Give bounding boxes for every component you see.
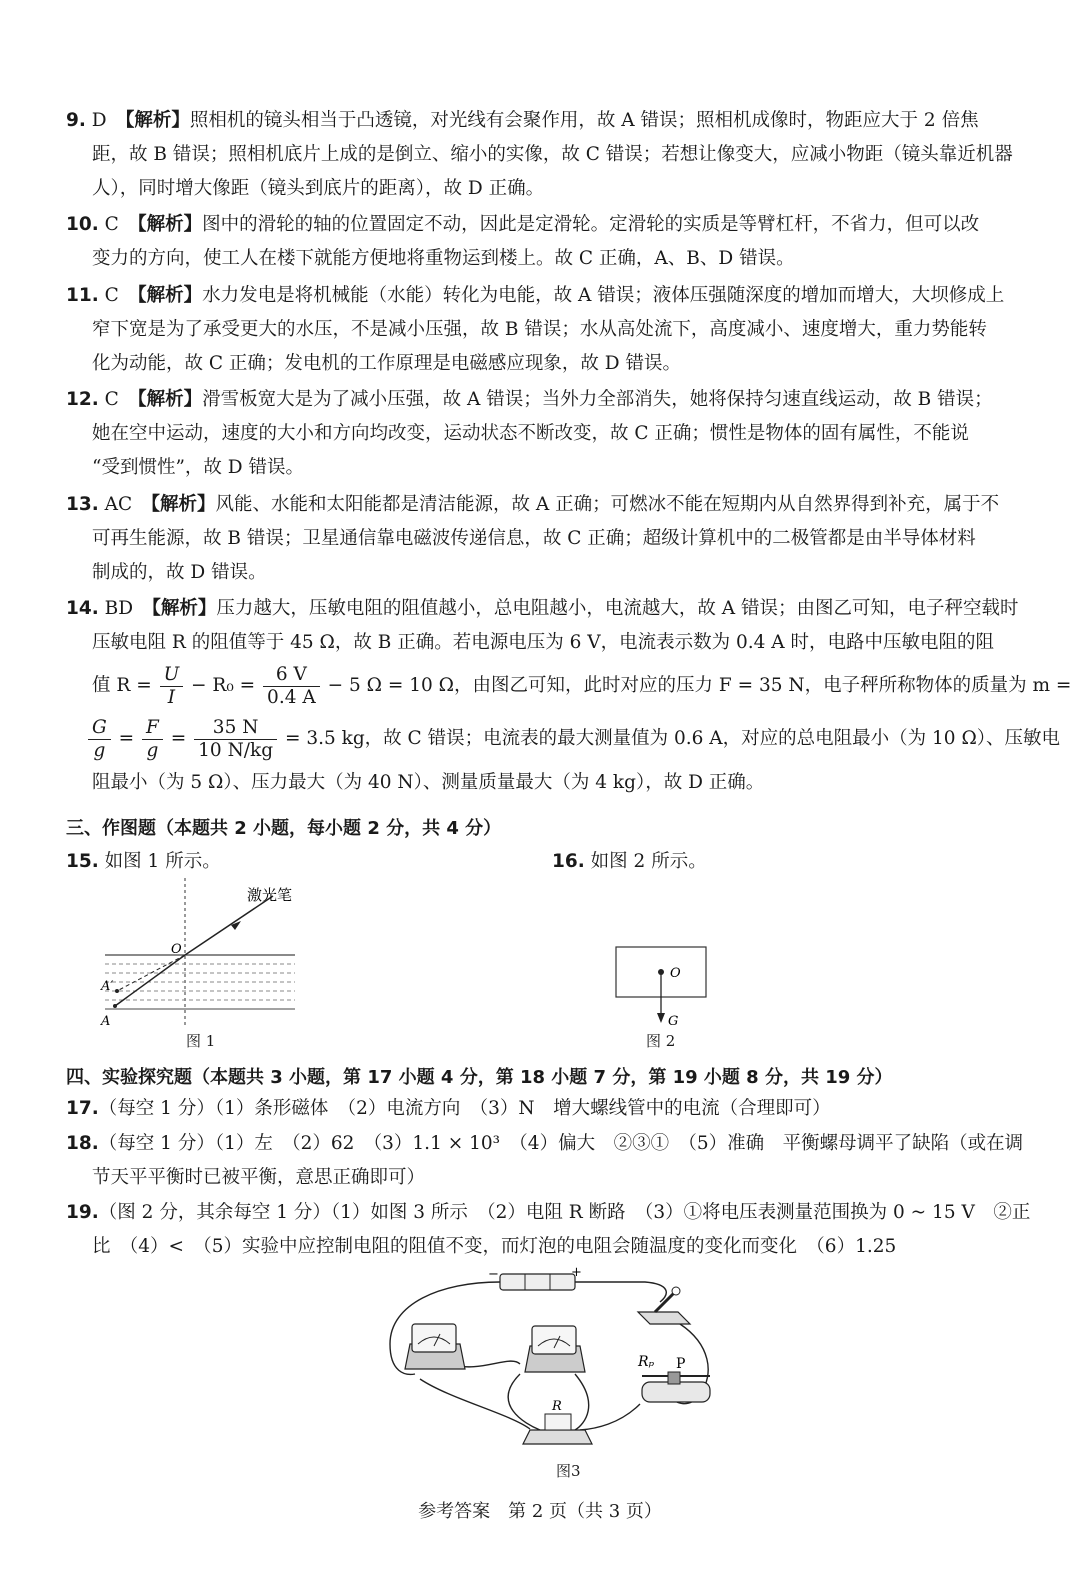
analysis-text: 滑雪板宽大是为了减小压强，故 A 错误；当外力全部消失，她将保持匀速直线运动，故 B 错误； — [202, 389, 993, 410]
answer-text: 比 （4）< （5）实验中应控制电阻的阻值不变，而灯泡的电阻会随温度的变化而变化 （6）1.25 — [92, 1236, 897, 1257]
answer-text: 如图 2 所示。 — [590, 851, 707, 872]
slider-label: P — [676, 1356, 686, 1372]
voltmeter — [525, 1326, 585, 1372]
answer-text: 节天平平衡时已被平衡，意思正确即可） — [92, 1167, 426, 1188]
analysis-text: 水力发电是将机械能（水能）转化为电能，故 A 错误；液体压强随深度的增加而增大，大坝修成上 — [202, 285, 1005, 306]
negative-label: − — [488, 1267, 499, 1282]
incident-ray — [185, 896, 273, 955]
fraction-f-over-g — [142, 717, 163, 762]
analysis-text: 人），同时增大像距（镜头到底片的距离），故 D 正确。 — [92, 178, 545, 199]
switch — [638, 1287, 690, 1324]
analysis-text: 制成的，故 D 错误。 — [92, 562, 267, 583]
formula-line — [66, 712, 1061, 766]
numerator: U — [160, 664, 184, 687]
numerator: G — [88, 717, 111, 740]
point-a-label: A — [101, 1014, 111, 1029]
laser-label: 激光笔 — [247, 886, 293, 904]
answer-choice: C — [104, 285, 119, 306]
ammeter — [405, 1324, 465, 1369]
denominator: I — [167, 686, 176, 708]
formula-text: = 3.5 kg，故 C 错误；电流表的最大测量值为 0.6 A，对应的总电阻最小（为 10 Ω）、压敏电 — [279, 728, 1061, 749]
analysis-tag: 【解析】 — [125, 110, 190, 131]
answer-18 — [66, 1127, 1024, 1195]
analysis-text: 图中的滑轮的轴的位置固定不动，因此是定滑轮。定滑轮的实质是等臂杠杆，不省力，但可以改 — [202, 214, 980, 235]
point-a-image — [115, 989, 119, 993]
question-number: 19. — [66, 1202, 99, 1223]
battery — [488, 1265, 582, 1290]
answer-choice: C — [104, 389, 119, 410]
question-number: 16. — [552, 851, 585, 872]
answer-12 — [66, 383, 1006, 485]
denominator: g — [146, 739, 159, 761]
figure-3-circuit — [380, 1264, 720, 1464]
answer-9 — [66, 104, 1013, 206]
wire — [575, 1282, 666, 1302]
analysis-text: 阻最小（为 5 Ω）、压力最大（为 40 N）、测量质量最大（为 4 kg），故 D 正确。 — [92, 772, 765, 793]
analysis-tag: 【解析】 — [151, 598, 217, 619]
section-heading-experiment: 四、实验探究题（本题共 3 小题，第 17 小题 4 分，第 18 小题 7 分，第 19 小题 8 分，共 19 分） — [66, 1067, 893, 1088]
analysis-text: “受到惯性”，故 D 错误。 — [92, 457, 305, 478]
analysis-text: 风能、水能和太阳能都是清洁能源，故 A 正确；可燃冰不能在短期内从自然界得到补充，属于不 — [215, 494, 1000, 515]
answer-17 — [66, 1092, 1006, 1126]
gravity-label: G — [668, 1014, 679, 1029]
answer-16 — [552, 845, 1002, 879]
resistor — [523, 1399, 592, 1444]
fraction-g-over-g — [88, 717, 111, 762]
resistor-label: R — [552, 1399, 562, 1414]
arrow-down-icon — [657, 1013, 665, 1023]
analysis-tag: 【解析】 — [137, 214, 203, 235]
analysis-tag: 【解析】 — [150, 494, 216, 515]
denominator: 10 N/kg — [198, 739, 274, 761]
fraction-u-over-i — [160, 664, 184, 709]
answer-text: （图 2 分，其余每空 1 分）（1）如图 3 所示 （2）电阻 R 断路 （3）①将电压表测量范围换为 0 ~ 15 V ②正 — [98, 1202, 1031, 1223]
question-number: 17. — [66, 1098, 99, 1119]
numerator: F — [142, 717, 163, 740]
section-heading-drawing: 三、作图题（本题共 2 小题，每小题 2 分，共 4 分） — [66, 818, 502, 839]
wire — [420, 1379, 530, 1429]
formula-text: = — [164, 728, 193, 749]
figure-2-gravity — [612, 943, 722, 1033]
numerator: 35 N — [194, 717, 277, 740]
figure-1-caption: 图 1 — [186, 1032, 216, 1050]
answer-text: 如图 1 所示。 — [104, 851, 221, 872]
formula-text: = — [112, 728, 141, 749]
numerator: 6 V — [263, 664, 320, 687]
point-o-label: O — [670, 966, 681, 981]
question-number: 9. — [66, 110, 86, 131]
analysis-text: 窄下宽是为了承受更大的水压，不是减小压强，故 B 错误；水从高处流下，高度减小、速度增大，重力势能转 — [92, 319, 987, 340]
analysis-text: 压力越大，压敏电阻的阻值越小，总电阻越小，电流越大，故 A 错误；由图乙可知，电子秤空载时 — [216, 598, 1019, 619]
answer-choice: C — [104, 214, 119, 235]
question-number: 12. — [66, 389, 99, 410]
question-number: 14. — [66, 598, 99, 619]
point-o-label: O — [171, 942, 182, 957]
analysis-text: 可再生能源，故 B 错误；卫星通信靠电磁波传递信息，故 C 正确；超级计算机中的二极管都是由半导体材料 — [92, 528, 976, 549]
answer-15 — [66, 845, 516, 879]
analysis-text: 变力的方向，使工人在楼下就能方便地将重物运到楼上。故 C 正确，A、B、D 错误。 — [92, 248, 795, 269]
formula-text: 值 R = — [92, 675, 158, 696]
answer-14 — [66, 592, 1072, 800]
answer-choice: BD — [104, 598, 134, 619]
refracted-ray — [115, 955, 185, 1006]
formula-text: − 5 Ω = 10 Ω，由图乙可知，此时对应的压力 F = 35 N，电子秤所称物体的质量为 m = — [321, 675, 1072, 696]
answer-choice: AC — [104, 494, 133, 515]
wire — [508, 1374, 540, 1430]
fraction-voltage-over-current — [263, 664, 320, 709]
answer-text: （每空 1 分）（1）条形磁体 （2）电流方向 （3）N 增大螺线管中的电流（合理即可） — [98, 1098, 831, 1119]
rheostat-label: Rₚ — [638, 1354, 655, 1370]
analysis-tag: 【解析】 — [137, 389, 203, 410]
denominator: 0.4 A — [267, 686, 316, 708]
formula-line — [66, 660, 1072, 712]
analysis-text: 化为动能，故 C 正确；发电机的工作原理是电磁感应现象，故 D 错误。 — [92, 353, 682, 374]
wire — [575, 1374, 589, 1430]
formula-text: − R₀ = — [185, 675, 262, 696]
answer-11 — [66, 279, 1006, 381]
answer-choice: D — [91, 110, 107, 131]
rheostat — [637, 1354, 710, 1402]
answer-13 — [66, 488, 1006, 590]
analysis-text: 距，故 B 错误；照相机底片上成的是倒立、缩小的实像，故 C 错误；若想让像变大，应减小物距（镜头靠近机器 — [92, 144, 1013, 165]
analysis-tag: 【解析】 — [137, 285, 203, 306]
positive-label: + — [571, 1265, 582, 1280]
fraction-force-over-g — [194, 717, 277, 762]
answer-19 — [66, 1196, 1031, 1264]
question-number: 13. — [66, 494, 99, 515]
question-number: 18. — [66, 1133, 99, 1154]
answer-10 — [66, 208, 1006, 276]
question-number: 10. — [66, 214, 99, 235]
answer-text: （每空 1 分）（1）左 （2）62 （3）1.1 × 10³ （4）偏大 ②③① （5）准确 平衡螺母调平了缺陷（或在调 — [98, 1133, 1024, 1154]
analysis-text: 她在空中运动，速度的大小和方向均改变，运动状态不断改变，故 C 正确；惯性是物体的固有属性，不能说 — [92, 423, 969, 444]
page-footer: 参考答案 第 2 页（共 3 页） — [418, 1501, 662, 1522]
question-number: 11. — [66, 285, 99, 306]
question-number: 15. — [66, 851, 99, 872]
figure-2-caption: 图 2 — [646, 1032, 676, 1050]
point-a — [113, 1004, 117, 1008]
point-a-image-label: A′ — [101, 979, 114, 994]
denominator: g — [93, 739, 106, 761]
analysis-text: 压敏电阻 R 的阻值等于 45 Ω，故 B 正确。若电源电压为 6 V，电流表示数为 0.4 A 时，电路中压敏电阻的阻 — [92, 632, 995, 653]
analysis-text: 照相机的镜头相当于凸透镜，对光线有会聚作用，故 A 错误；照相机成像时，物距应大于 2 倍焦 — [189, 110, 979, 131]
figure-3-caption: 图3 — [556, 1462, 581, 1480]
